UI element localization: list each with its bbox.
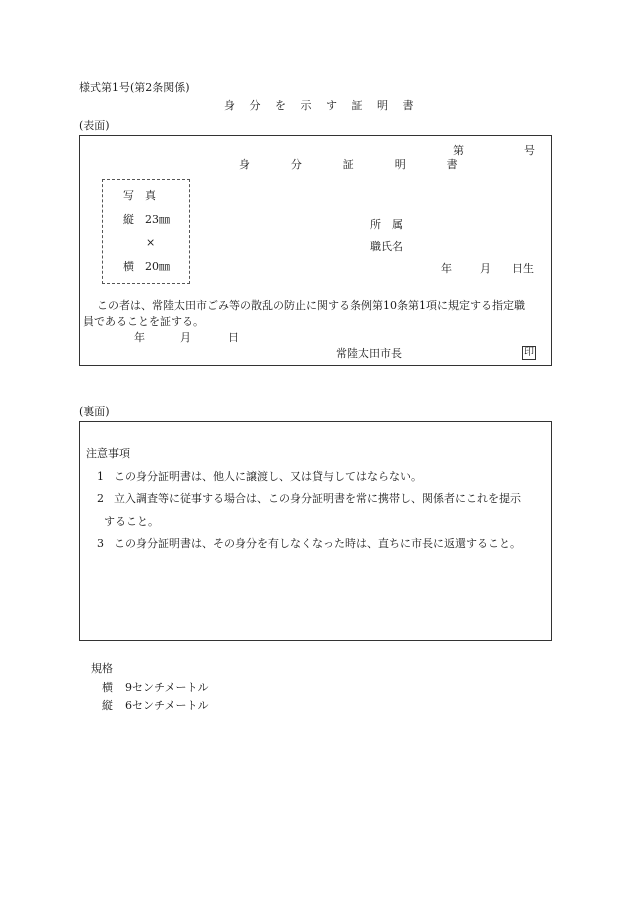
note-number: 1 [97, 470, 104, 483]
notes-title: 注意事項 [86, 447, 130, 460]
spec-width-value: 9センチメートル [125, 681, 209, 694]
name-label: 職氏名 [370, 240, 403, 253]
statement-line1: この者は、常陸太田市ごみ等の散乱の防止に関する条例第10条第1項に規定する指定職 [97, 299, 525, 312]
photo-width: 横 20㎜ [123, 260, 170, 273]
date-year: 年 [134, 331, 145, 344]
front-card [79, 135, 552, 366]
back-card [79, 421, 552, 641]
birth-year: 年 [441, 262, 452, 275]
spec-height-label: 縦 [102, 699, 113, 712]
date-month: 月 [180, 331, 191, 344]
number-prefix: 第 [453, 144, 464, 157]
form-number: 様式第1号(第2条関係) [79, 81, 190, 94]
note-text: この身分証明書は、他人に譲渡し、又は貸与してはならない。 [114, 470, 422, 483]
front-section-label: (表面) [79, 119, 110, 132]
spec-width-label: 横 [102, 681, 113, 694]
note-number: 2 [97, 492, 104, 505]
statement-line2: 員であることを証する。 [83, 315, 204, 328]
back-section-label: (裏面) [79, 405, 110, 418]
note-text: すること。 [104, 515, 159, 528]
affiliation-label: 所 属 [370, 218, 403, 231]
spec-title: 規格 [91, 662, 113, 675]
photo-box [102, 179, 190, 284]
birth-month: 月 [480, 262, 491, 275]
spec-height-value: 6センチメートル [125, 699, 209, 712]
number-suffix: 号 [524, 144, 535, 157]
photo-times: × [146, 236, 156, 249]
card-title: 身 分 証 明 書 [239, 158, 477, 171]
photo-label: 写 真 [123, 189, 156, 202]
birth-day: 日生 [512, 262, 534, 275]
note-text: この身分証明書は、その身分を有しなくなった時は、直ちに市長に返還すること。 [114, 537, 521, 550]
photo-height: 縦 23㎜ [123, 213, 170, 226]
seal-mark: 印 [524, 347, 534, 358]
document-title: 身 分 を 示 す 証 明 書 [224, 99, 419, 112]
note-number: 3 [97, 537, 104, 550]
issuer: 常陸太田市長 [336, 347, 402, 360]
date-day: 日 [228, 331, 239, 344]
note-text: 立入調査等に従事する場合は、この身分証明書を常に携帯し、関係者にこれを提示 [114, 492, 521, 505]
